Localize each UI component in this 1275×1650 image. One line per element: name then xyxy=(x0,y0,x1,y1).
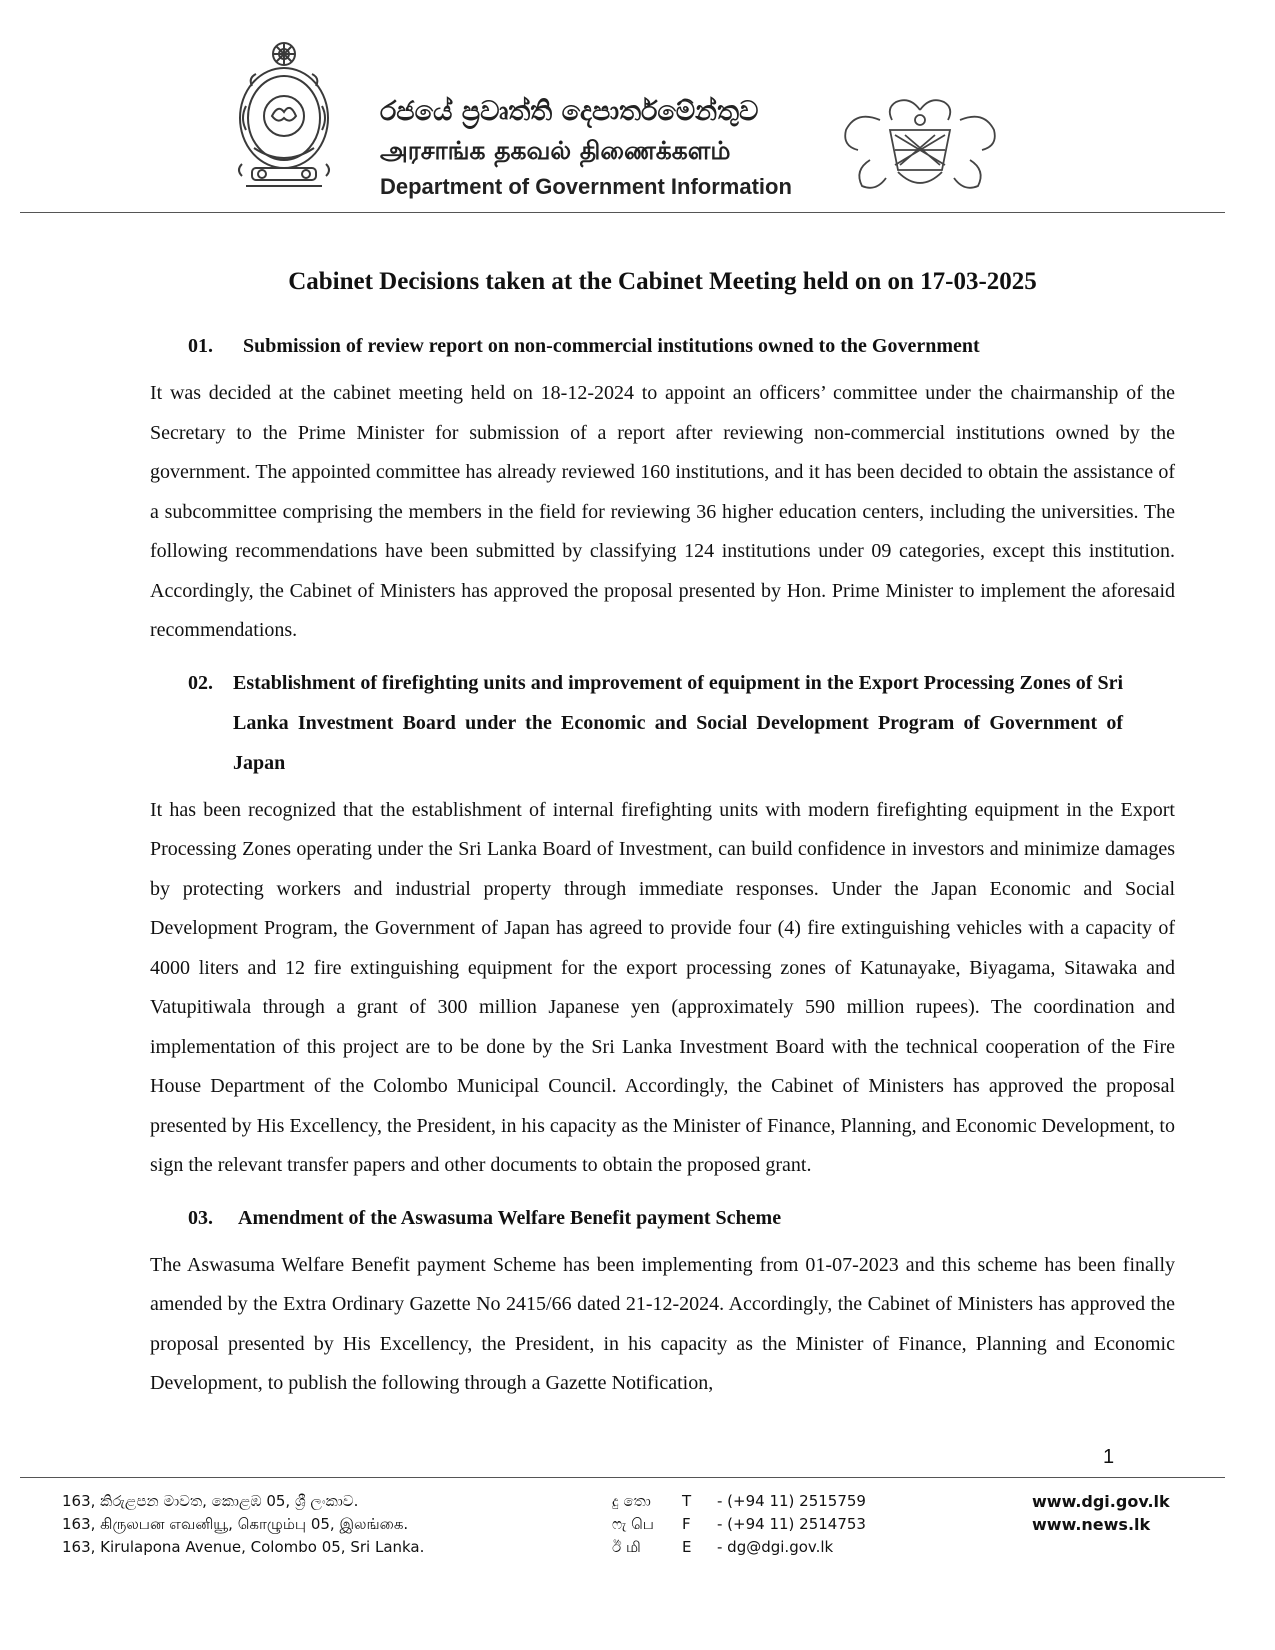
document-title: Cabinet Decisions taken at the Cabinet Meeting held on on 17-03-2025 xyxy=(288,268,1037,295)
item-body-02: It has been recognized that the establishment of internal firefighting units with modern firefighting equipment in the Export Processing Zones operating under the Sri Lanka Board of Investment, can build confidence in investors and minimize damages by protecting workers and industrial property through immediate responses. Under the Japan Economic and Social Development Program, the Government of Japan has agreed to provide four (4) fire extinguishing vehicles with a capacity of 4000 liters and 12 fire extinguishing equipment for the export processing zones of Katunayake, Biyagama, Sitawaka and Vatupitiwala through a grant of 300 million Japanese yen (approximately 590 million rupees). The coordination and implementation of this project are to be done by the Sri Lanka Investment Board with the technical cooperation of the Fire House Department of the Colombo Municipal Council. Accordingly, the Cabinet of Ministers has approved the proposal presented by His Excellency, the President, in his capacity as the Minister of Finance, Planning, and Economic Development, to sign the relevant transfer papers and other documents to obtain the proposed grant. xyxy=(150,798,1175,1176)
department-names xyxy=(380,92,830,204)
traditional-ornament-icon xyxy=(840,90,1000,195)
dept-name-tamil: அரசாங்க தகவல் திணைக்களம் xyxy=(380,136,731,165)
phone-code: T xyxy=(682,1492,692,1510)
footer-contact xyxy=(612,1490,866,1559)
item-heading-01 xyxy=(150,326,1175,366)
item-number: 03. xyxy=(188,1206,213,1229)
fax-label: ෆැ பெ xyxy=(612,1515,654,1533)
header-divider xyxy=(20,212,1225,213)
address-english: 163, Kirulapona Avenue, Colombo 05, Sri Lanka. xyxy=(62,1538,425,1556)
address-sinhala: 163, කිරුළපන මාවත, කොළඹ 05, ශ්‍රී ලංකාව. xyxy=(62,1492,359,1510)
dept-name-sinhala: රජයේ ප්‍රවෘත්ති දෙපාර්තමේන්තුව xyxy=(380,96,759,127)
sri-lanka-emblem-icon xyxy=(232,36,337,196)
page-number: 1 xyxy=(1103,1446,1115,1468)
item-heading-text: Amendment of the Aswasuma Welfare Benefit payment Scheme xyxy=(238,1206,782,1229)
item-number: 01. xyxy=(188,335,213,357)
item-heading-02 xyxy=(150,663,1175,783)
item-number: 02. xyxy=(188,671,213,694)
fax-number: - (+94 11) 2514753 xyxy=(717,1515,866,1533)
fax-row xyxy=(612,1513,866,1536)
phone-row xyxy=(612,1490,866,1513)
email-label: ඊ மி xyxy=(612,1538,641,1556)
footer-address xyxy=(62,1490,424,1559)
item-heading-03 xyxy=(150,1198,1175,1238)
item-body-01: It was decided at the cabinet meeting held on 18-12-2024 to appoint an officers’ committee under the chairmanship of the Secretary to the Prime Minister for submission of a report after reviewing non-commercial institutions owned by the government. The appointed committee has already reviewed 160 institutions, and it has been decided to obtain the assistance of a subcommittee comprising the members in the field for reviewing 36 higher education centers, including the universities. The following recommendations have been submitted by classifying 124 institutions under 09 categories, except this institution. Accordingly, the Cabinet of Ministers has approved the proposal presented by Hon. Prime Minister to implement the aforesaid recommendations. xyxy=(150,382,1175,641)
dept-name-english: Department of Government Information xyxy=(380,174,792,199)
footer-divider xyxy=(20,1477,1225,1478)
footer-websites xyxy=(1032,1490,1170,1536)
website-link-dgi[interactable]: www.dgi.gov.lk xyxy=(1032,1492,1170,1511)
fax-code: F xyxy=(682,1515,691,1533)
email-address[interactable]: - dg@dgi.gov.lk xyxy=(717,1538,834,1556)
address-tamil: 163, கிருலபன எவனியூ, கொழும்பு 05, இலங்கை. xyxy=(62,1515,409,1533)
phone-number: - (+94 11) 2515759 xyxy=(717,1492,866,1510)
item-body-03: The Aswasuma Welfare Benefit payment Scheme has been implementing from 01-07-2023 and this scheme has been finally amended by the Extra Ordinary Gazette No 2415/66 dated 21-12-2024. Accordingly, the Cabinet of Ministers has approved the proposal presented by His Excellency, the President, in his capacity as the Minister of Finance, Planning and Economic Development, to publish the following through a Gazette Notification, xyxy=(150,1253,1175,1394)
letterhead xyxy=(0,0,1275,215)
item-heading-text: Submission of review report on non-commercial institutions owned to the Government xyxy=(243,335,980,357)
email-row xyxy=(612,1536,866,1559)
document-body xyxy=(150,262,1175,1416)
email-code: E xyxy=(682,1538,692,1556)
website-link-news[interactable]: www.news.lk xyxy=(1032,1515,1151,1534)
item-heading-text: Establishment of firefighting units and improvement of equipment in the Export Processing Zones of Sri Lanka Investment Board under the Economic and Social Development Program of Government of Japan xyxy=(233,671,1123,774)
phone-label: දු තො xyxy=(612,1492,651,1510)
